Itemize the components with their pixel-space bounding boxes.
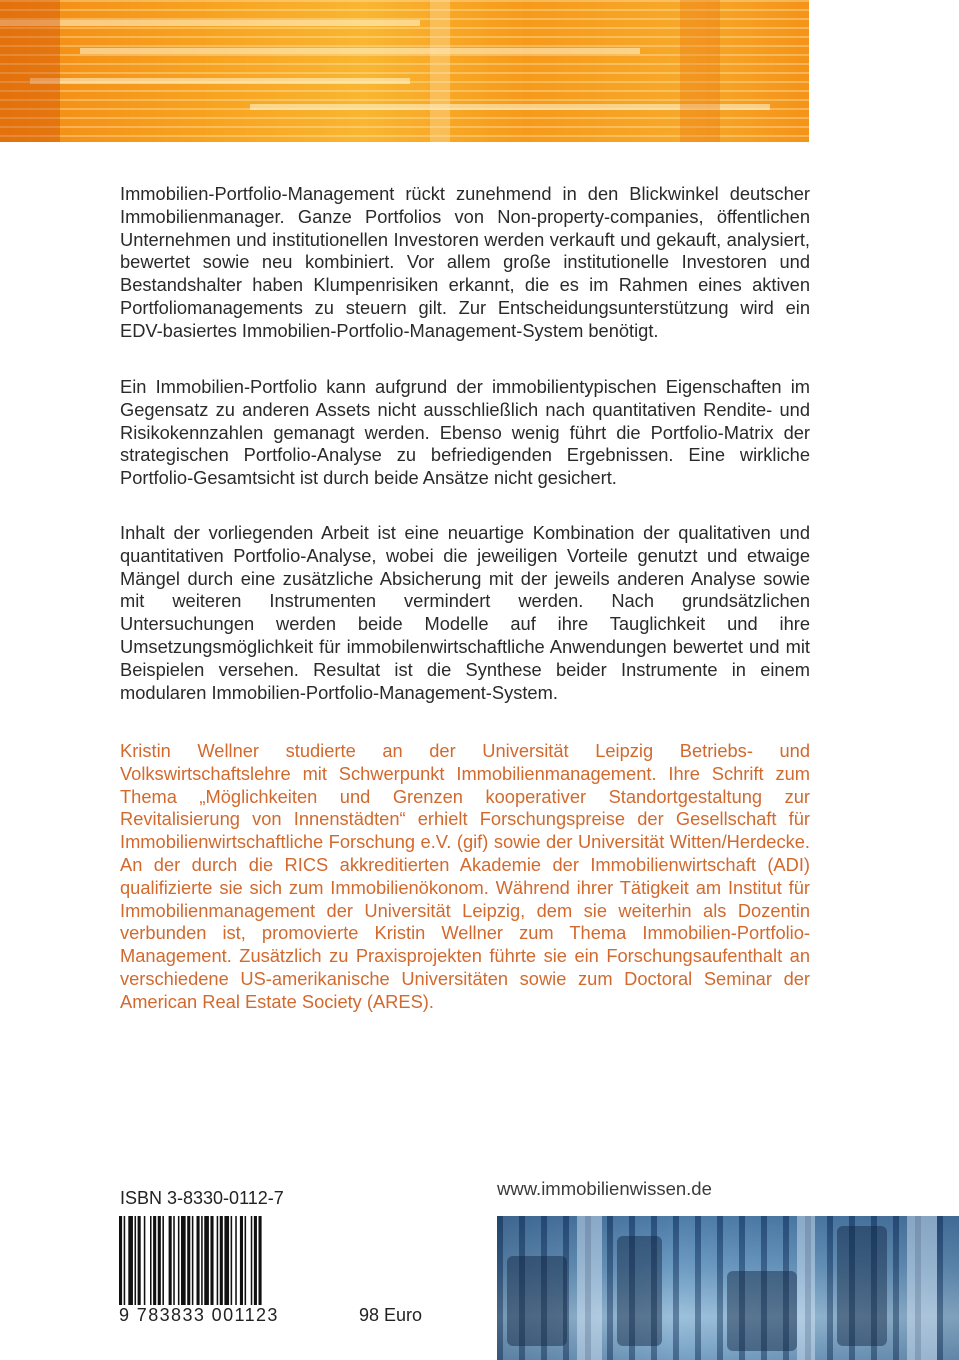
- bottom-city-image: [497, 1216, 959, 1360]
- price-label: 98 Euro: [359, 1305, 423, 1325]
- top-banner-image: [0, 0, 809, 142]
- description-paragraph-3: Inhalt der vorliegenden Arbeit ist eine neuartige Kombination der qualitativen und quantitativen Portfolio-Analyse, wobei die jeweiligen Vorteile genutzt und etwaige Mängel durch eine zusätzliche Absicherung mit der jeweils anderen Analyse sowie mit weiteren Instrumenten vermindert werden. Nach grundsätzlichen Untersuchungen werden beide Modelle auf ihre Tauglichkeit und ihre Umsetzungsmöglichkeit für immobilenwirtschaftliche Anwendungen bewertet und mit Beispielen versehen. Resultat ist die Synthese beider Instrumente in einem modularen Immobilien-Portfolio-Management-System.: [120, 522, 810, 703]
- description-paragraph-2: Ein Immobilien-Portfolio kann aufgrund der immobilientypischen Eigenschaften im Gegensatz zu anderen Assets nicht ausschließlich nach quantitativen Rendite- und Risikokennzahlen gemanagt werden. Ebenso wenig führt die Portfolio-Matrix der strategischen Portfolio-Analyse zu befriedigenden Ergebnissen. Eine wirkliche Portfolio-Gesamtsicht ist durch beide Ansätze nicht gesichert.: [120, 376, 810, 489]
- author-bio: Kristin Wellner studierte an der Universität Leipzig Betriebs- und Volkswirtschaftslehre mit Schwerpunkt Immobilienmanagement. Ihre Schrift zum Thema „Möglichkeiten und Grenzen kooperativer Standortgestaltung zur Revitalisierung von Innenstädten“ erhielt Forschungspreise der Gesellschaft für Immobilienwirtschaftliche Forschung e.V. (gif) sowie der Universität Witten/Herdecke. An der durch die RICS akkreditierten Akademie der Immobilienwirtschaft (ADI) qualifizierte sie sich zum Immobilienökonom. Während ihrer Tätigkeit am Institut für Immobilienmanagement der Universität Leipzig, dem sie weiterhin als Dozentin verbunden ist, promovierte Kristin Wellner zum Thema Immobilien-Portfolio-Management. Zusätzlich zu Praxisprojekten führte sie ein Forschungsaufenthalt an verschiedene US-amerikanische Universitäten sowie zum Doctoral Seminar der American Real Estate Society (ARES).: [120, 740, 810, 1012]
- isbn-label: ISBN 3-8330-0112-7: [120, 1188, 284, 1208]
- barcode-digits: 9 783833 001123: [119, 1305, 279, 1325]
- description-paragraph-1: Immobilien-Portfolio-Management rückt zunehmend in den Blickwinkel deutscher Immobilienmanager. Ganze Portfolios von Non-property-companies, öffentlichen Unternehmen und institutionellen Investoren werden verkauft und gekauft, analysiert, bewertet sowie neu kombiniert. Vor allem große institutionelle Investoren und Bestandshalter haben Klumpenrisiken erkannt, die es im Rahmen eines aktiven Portfoliomanagements zu steuern gilt. Zur Entscheidungsunterstützung wird ein EDV-basiertes Immobilien-Portfolio-Management-System benötigt.: [120, 183, 810, 341]
- website-link[interactable]: www.immobilienwissen.de: [497, 1178, 712, 1199]
